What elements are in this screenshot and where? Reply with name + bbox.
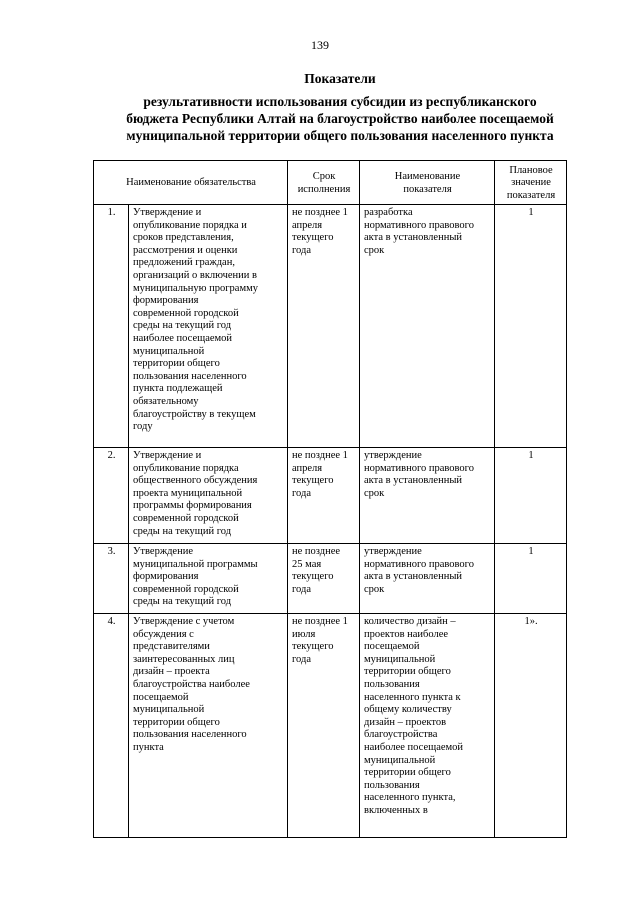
indicator-cell: разработка нормативного правового акта в установленный срок [360, 205, 495, 448]
deadline-cell: не позднее 1 апреля текущего года [288, 205, 360, 448]
indicator-cell: утверждение нормативного правового акта в установленный срок [360, 544, 495, 614]
header-planned-value: Плановое значение показателя [495, 161, 567, 205]
table-row [94, 448, 567, 544]
document-subtitle [60, 93, 620, 144]
planned-value-cell: 1 [495, 448, 567, 544]
table-header-row [94, 161, 567, 205]
table-row [94, 544, 567, 614]
header-obligation: Наименование обязательства [94, 161, 288, 205]
row-number: 3. [94, 544, 129, 614]
subtitle-line: бюджета Республики Алтай на благоустройство наиболее посещаемой [126, 111, 554, 126]
indicator-cell: утверждение нормативного правового акта в установленный срок [360, 448, 495, 544]
planned-value-cell: 1 [495, 205, 567, 448]
document-title: Показатели [304, 71, 376, 86]
planned-value-cell: 1». [495, 614, 567, 838]
row-number: 1. [94, 205, 129, 448]
header-deadline: Срок исполнения [288, 161, 360, 205]
deadline-cell: не позднее 1 июля текущего года [288, 614, 360, 838]
planned-value-cell: 1 [495, 544, 567, 614]
deadline-cell: не позднее 1 апреля текущего года [288, 448, 360, 544]
obligation-cell: Утверждение и опубликование порядка и сроков представления, рассмотрения и оценки предложений граждан, организаций о включении в муниципальную программу формирования современной городской среды на текущий год наиболее посещаемой муниципальной территории общего пользования населенного пункта подлежащей обязательному благоустройству в текущем году [129, 205, 288, 448]
subtitle-line: муниципальной территории общего пользования населенного пункта [126, 128, 554, 143]
obligation-cell: Утверждение и опубликование порядка общественного обсуждения проекта муниципальной программы формирования современной городской среды на текущий год [129, 448, 288, 544]
header-indicator: Наименование показателя [360, 161, 495, 205]
deadline-cell: не позднее 25 мая текущего года [288, 544, 360, 614]
subtitle-line: результативности использования субсидии из республиканского [143, 94, 537, 109]
indicators-table [93, 160, 567, 838]
table-row [94, 205, 567, 448]
row-number: 4. [94, 614, 129, 838]
page-number: 139 [311, 38, 329, 52]
row-number: 2. [94, 448, 129, 544]
table-row [94, 614, 567, 838]
obligation-cell: Утверждение муниципальной программы формирования современной городской среды на текущий год [129, 544, 288, 614]
indicator-cell: количество дизайн – проектов наиболее посещаемой муниципальной территории общего пользования населенного пункта к общему количеству дизайн – проектов благоустройства наиболее посещаемой муниципальной территории общего пользования населенного пункта, включенных в [360, 614, 495, 838]
obligation-cell: Утверждение с учетом обсуждения с представителями заинтересованных лиц дизайн – проекта благоустройства наиболее посещаемой муниципальной территории общего пользования населенного пункта [129, 614, 288, 838]
